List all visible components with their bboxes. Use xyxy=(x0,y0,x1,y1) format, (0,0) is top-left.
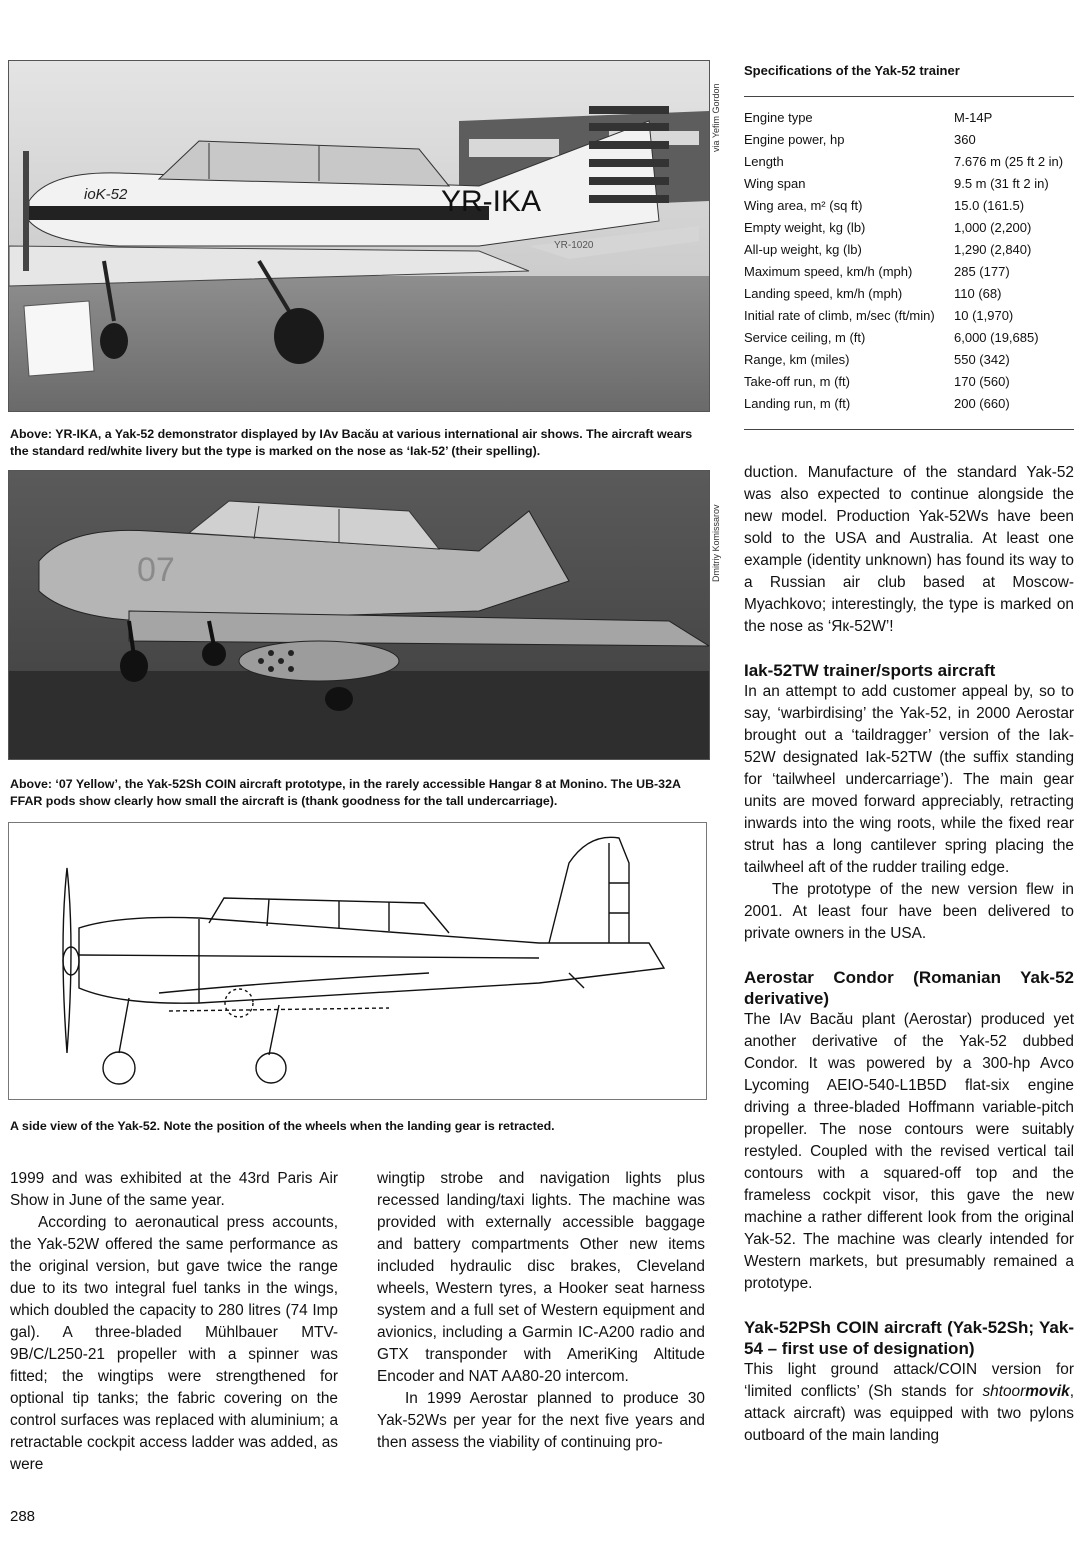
spec-row xyxy=(744,239,1074,261)
photo-07-yellow-caption: Above: ‘07 Yellow’, the Yak-52Sh COIN aircraft prototype, in the rarely accessible Hangar 8 at Monino. The UB-32A FFAR pods show clearly how small the aircraft is (thank goodness for the tall undercarriage). xyxy=(10,777,681,808)
spec-row xyxy=(744,217,1074,239)
photo-yr-ika-reg: YR-IKA xyxy=(441,185,542,218)
photo-07-yellow-credit: Dmitriy Komissarov xyxy=(711,504,721,582)
spec-label: All-up weight, kg (lb) xyxy=(744,242,862,257)
right-paragraph-5-bold-italic: movik xyxy=(1025,1383,1070,1400)
photo-07-yellow-image xyxy=(9,471,709,759)
right-paragraph-4: The IAv Bacău plant (Aerostar) produced yet another derivative of the Yak-52 dubbed Condor. It was powered by a 300-hp Avco Lycoming AEIO-540-L1B5D flat-six engine driving a three-bladed Hoffmann variable-pitch propeller. The nose contours were suitably restyled. Coupled with the revised vertical tail contours with a squared-off top and the frameless cockpit visor, this gave the new machine a rather different look from the original Yak-52. The machine was clearly intended for Western markets, but presumably remained a prototype. xyxy=(744,1011,1074,1292)
photo-yr-ika-caption: Above: YR-IKA, a Yak-52 demonstrator displayed by IAv Bacău at various international air shows. The aircraft wears the standard red/white livery but the type is marked on the nose as ‘Iak-52’ (their spelling). xyxy=(10,427,693,458)
column-2 xyxy=(377,1168,705,1454)
photo-07-yellow-code: 07 xyxy=(137,551,175,589)
spec-value: 9.5 m (31 ft 2 in) xyxy=(954,176,1049,191)
spec-label: Landing speed, km/h (mph) xyxy=(744,286,903,301)
svg-text:YR-1020: YR-1020 xyxy=(554,240,594,251)
spec-label: Landing run, m (ft) xyxy=(744,396,851,411)
spec-label: Service ceiling, m (ft) xyxy=(744,330,866,345)
spec-value: 110 (68) xyxy=(954,286,1002,301)
photo-yr-ika-nose: ioK-52 xyxy=(84,186,128,203)
heading-aerostar-condor: Aerostar Condor (Romanian Yak-52 derivative) xyxy=(744,968,1074,1008)
heading-iak-52tw: Iak-52TW trainer/sports aircraft xyxy=(744,661,996,680)
spec-row xyxy=(744,151,1074,173)
col1-paragraph-2: According to aeronautical press accounts, the Yak-52W offered the same performance as the original version, but gave twice the range due to its two integral fuel tanks in the wings, which doubled the capacity to 280 litres (74 Imp gal). A three-bladed Mühlbauer MTV-9B/C/L250-21 propeller with a spinner was fitted; the wingtips were strengthened for optional tip tanks; the fabric covering on the control surfaces was replaced with aluminium; a retractable cockpit access ladder was added, as were xyxy=(10,1214,338,1473)
spec-row xyxy=(744,305,1074,327)
spec-table-rule-top xyxy=(744,96,1074,97)
spec-label: Initial rate of climb, m/sec (ft/min) xyxy=(744,308,935,323)
spec-value: 15.0 (161.5) xyxy=(954,198,1025,213)
spec-value: 170 (560) xyxy=(954,374,1010,389)
spec-row xyxy=(744,393,1074,415)
photo-yr-ika-image xyxy=(9,61,709,411)
column-1 xyxy=(10,1168,338,1476)
spec-value: 200 (660) xyxy=(954,396,1010,411)
spec-row xyxy=(744,327,1074,349)
spec-table-rule-bottom xyxy=(744,429,1074,430)
right-paragraph-5-italic: shtoor xyxy=(982,1383,1026,1400)
side-view-drawing-image xyxy=(9,823,706,1099)
col2-paragraph-1: wingtip strobe and navigation lights plus recessed landing/taxi lights. The machine was provided with externally accessible baggage and battery compartments Other new items included hydraulic disc brakes, Cleveland wheels, Western tyres, a Hooker seat harness system and a full set of Western equipment and avionics, including a Garmin IC-A200 radio and GTX transponder with AmeriKing Altitude Encoder and NAT AA80-20 intercom. xyxy=(377,1170,705,1385)
spec-row xyxy=(744,173,1074,195)
spec-row xyxy=(744,349,1074,371)
spec-label: Engine type xyxy=(744,110,813,125)
spec-label: Engine power, hp xyxy=(744,132,845,147)
photo-yr-ika-credit: via Yefim Gordon xyxy=(711,83,721,152)
spec-row xyxy=(744,283,1074,305)
right-column xyxy=(744,462,1074,1447)
spec-row xyxy=(744,129,1074,151)
spec-label: Range, km (miles) xyxy=(744,352,850,367)
spec-row xyxy=(744,195,1074,217)
spec-label: Length xyxy=(744,154,784,169)
spec-value: 1,290 (2,840) xyxy=(954,242,1032,257)
side-view-caption: A side view of the Yak-52. Note the position of the wheels when the landing gear is retracted. xyxy=(10,1119,555,1133)
spec-label: Take-off run, m (ft) xyxy=(744,374,850,389)
heading-yak-52psh: Yak-52PSh COIN aircraft (Yak-52Sh; Yak-54 – first use of designation) xyxy=(744,1318,1074,1358)
spec-value: 10 (1,970) xyxy=(954,308,1014,323)
spec-row xyxy=(744,107,1074,129)
spec-table-rows xyxy=(744,107,1074,415)
spec-label: Empty weight, kg (lb) xyxy=(744,220,866,235)
spec-value: 1,000 (2,200) xyxy=(954,220,1032,235)
spec-value: 7.676 m (25 ft 2 in) xyxy=(954,154,1064,169)
right-paragraph-3: The prototype of the new version flew in 2001. At least four have been delivered to private owners in the USA. xyxy=(744,881,1074,942)
spec-value: 6,000 (19,685) xyxy=(954,330,1039,345)
spec-label: Wing area, m² (sq ft) xyxy=(744,198,863,213)
side-view-drawing xyxy=(8,822,707,1100)
right-paragraph-2: In an attempt to add customer appeal by, so to say, ‘warbirdising’ the Yak-52, in 2000 Aerostar brought out a ‘taildragger’ version of the Iak-52W designated Iak-52TW (the suffix standing for ‘tailwheel undercarriage’). The main gear units are moved forward appreciably, retracting inwards into the wing roots, while the fixed rear strut has a long cantilever spring placing the tailwheel aft of the rudder trailing edge. xyxy=(744,683,1074,876)
spec-value: 360 xyxy=(954,132,976,147)
spec-value: 285 (177) xyxy=(954,264,1010,279)
spec-value: 550 (342) xyxy=(954,352,1010,367)
spec-label: Wing span xyxy=(744,176,806,191)
col2-paragraph-2: In 1999 Aerostar planned to produce 30 Yak-52Ws per year for the next five years and then assess the viability of continuing pro- xyxy=(377,1390,705,1451)
page-number: 288 xyxy=(10,1508,36,1525)
right-paragraph-5-d: , attack aircraft) was equipped with two pylons outboard of the main landing xyxy=(744,1383,1074,1444)
spec-table-title: Specifications of the Yak-52 trainer xyxy=(744,63,960,78)
right-paragraph-5-a: This light ground attack/COIN version for ‘limited conflicts’ (Sh stands for xyxy=(744,1361,1074,1400)
right-paragraph-5 xyxy=(744,1359,1074,1447)
spec-row xyxy=(744,261,1074,283)
right-paragraph-1: duction. Manufacture of the standard Yak-52 was also expected to continue alongside the new model. Production Yak-52Ws have been sold to the USA and Australia. At least one example (identity unknown) has found its way to a Russian air club based at Moscow-Myachkovo; interestingly, the type is marked on the nose as ‘Як-52W’! xyxy=(744,464,1074,635)
photo-yr-ika xyxy=(8,60,710,412)
spec-row xyxy=(744,371,1074,393)
spec-value: M-14P xyxy=(954,110,993,125)
spec-table xyxy=(744,62,1074,430)
photo-07-yellow xyxy=(8,470,710,760)
spec-label: Maximum speed, km/h (mph) xyxy=(744,264,913,279)
col1-paragraph-1: 1999 and was exhibited at the 43rd Paris Air Show in June of the same year. xyxy=(10,1170,338,1209)
